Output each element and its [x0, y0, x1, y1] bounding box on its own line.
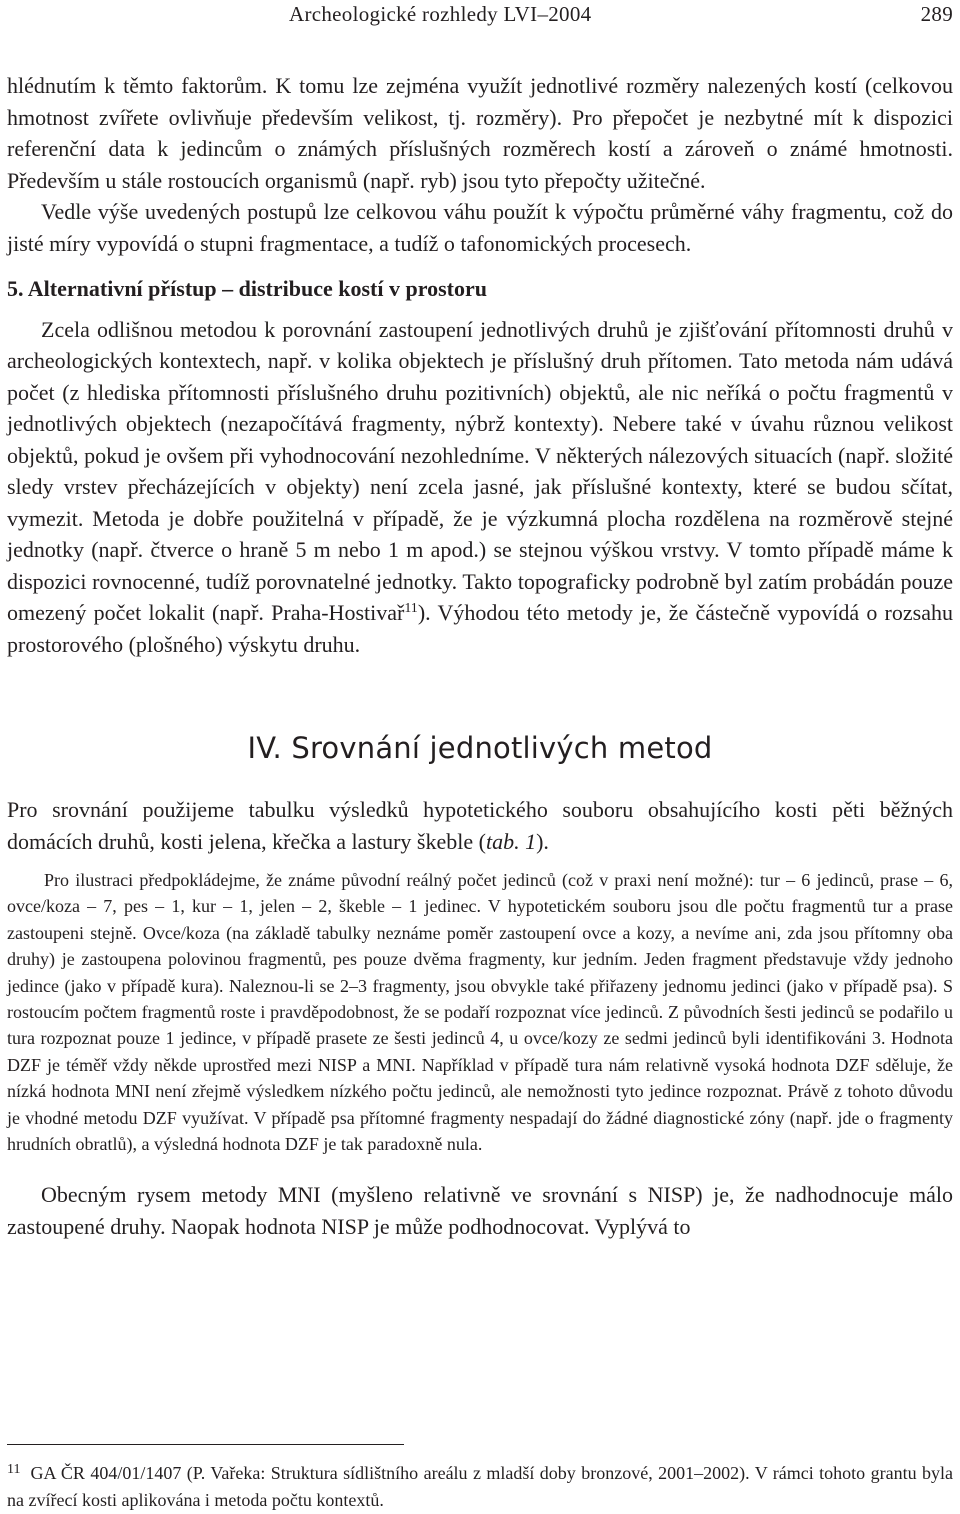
paragraph-text: ). — [536, 828, 549, 854]
running-header — [7, 0, 953, 40]
footnote-text: GA ČR 404/01/1407 (P. Vařeka: Struktura sídlištního areálu z mladší doby bronzové, 2001–2002). V rámci tohoto grantu byla na zvířecí kosti aplikována i metoda počtu kontextů. — [7, 1463, 953, 1510]
page-number: 289 — [920, 2, 953, 26]
paragraph-continued: hlédnutím k těmto faktorům. K tomu lze zejména využít jednotlivé rozměry nalezených kostí (celkovou hmotnost zvířete ovlivňuje především velikost, tj. rozměry). Pro přepočet je nezbytné mít k dispozici referenční data k jedincům o známých příslušných rozměrech kostí a zároveň o známé hmotnosti. Především u stále rostoucích organismů (např. ryb) jsou tyto přepočty užitečné. — [7, 73, 953, 193]
paragraph-comparison-intro — [7, 794, 953, 857]
paragraph-text: Zcela odlišnou metodou k porovnání zastoupení jednotlivých druhů je zjišťování přítomnosti druhů v archeologických kontextech, např. v kolika objektech je příslušný druh přítomen. Tato metoda nám udává počet (z hlediska přítomnosti příslušného druhu pozitivních) objektů, ale nic neříká o počtu fragmentů v jednotlivých objektech (nezapočítává fragmenty, nýbrž kontexty). Nebere také v úvahu různou velikost objektů, pokud je ovšem při vyhodnocování nezohledníme. V některých nálezových situacích (např. složité sledy vrstev přecházejících v objekty) není zcela jasné, jak příslušné kontexty, které se budou sčítat, vymezit. Metoda je dobře použitelná v případě, že je výzkumná plocha rozdělena na rozměrově stejné jednotky (např. čtverce o hraně 5 m nebo 1 m apod.) se stejnou výškou vrstvy. V tomto případě máme k dispozici rovnocenné, tudíž porovnatelné jednotky. Takto topograficky podrobně byl zatím probádán pouze omezený počet lokalit (např. Praha-Hostivař — [7, 316, 953, 625]
document-page — [7, 0, 953, 1510]
paragraph-average-weight: Vedle výše uvedených postupů lze celkovou váhu použít k výpočtu průměrné váhy fragmentu, což do jisté míry vypovídá o stupni fragmentace, a tudíž o tafonomických procesech. — [7, 199, 953, 256]
section-heading-5: 5. Alternativní přístup – distribuce kostí v prostoru — [7, 276, 487, 301]
table-reference[interactable]: tab. 1 — [485, 828, 537, 854]
paragraph-mni-nisp: Obecným rysem metody MNI (myšleno relativně ve srovnání s NISP) je, že nadhodnocuje málo zastoupené druhy. Naopak hodnota NISP je může podhodnocovat. Vyplývá to — [7, 1182, 953, 1239]
paragraph-text: ). Výhodou této metody je, že částečně vypovídá o rozsahu prostorového (plošného) výskytu druhu. — [7, 600, 953, 657]
paragraph-presence-method — [7, 314, 953, 661]
chapter-heading-iv: IV. Srovnání jednotlivých metod — [247, 731, 713, 765]
footnote-reference[interactable]: 11 — [404, 601, 418, 616]
footnote-11 — [7, 1460, 953, 1514]
footnote-divider — [7, 1444, 404, 1445]
paragraph-illustration-small: Pro ilustraci předpokládejme, že známe původní reálný počet jedinců (což v praxi není možné): tur – 6 jedinců, prase – 6, ovce/koza – 7, pes – 1, kur – 1, jelen – 2, škeble – 1 jedinec. V hypotetickém souboru jsou dle počtu fragmentů tur a prase zastoupeni stejně. Ovce/koza (na základě tabulky neznáme poměr zastoupení ovce a kozy, a nevíme ani, zda jsou přítomny oba druhy) je zastoupena polovinou fragmentů, pes pouze dvěma fragmenty, kur jedním. Jeden fragment představuje vždy jednoho jedince (jako v případě kura). Naleznou-li se 2–3 fragmenty, jsou obvykle také přiřazeny jednomu jedinci (jako v případě psa). S rostoucím počtem fragmentů roste i pravděpodobnost, že se podaří rozpoznat více jedinců. Z původních šesti jedinců se podařilo u tura rozpoznat pouze 1 jedince, v případě prasete ze šesti jedinců 4, u ovce/kozy ze sedmi jedinců byli identifikováni 3. Hodnota DZF je téměř vždy někde uprostřed mezi NISP a MNI. Například v případě tura nám relativně vysoká hodnota DZF sděluje, že nízká hodnota MNI není zřejmě výsledkem nízkého počtu jedinců, ale nemožnosti tyto jedince rozpoznat. Právě z tohoto důvodu je vhodné metodu DZF využívat. V případě psa přítomné fragmenty nespadají do žádné diagnostické zóny (např. jde o fragmenty hrudních obratlů), a výsledná hodnota DZF je tak paradoxně nula. — [7, 870, 953, 1155]
footnote-number: 11 — [7, 1462, 21, 1477]
journal-running-title: Archeologické rozhledy LVI–2004 — [289, 2, 592, 26]
paragraph-text: Pro srovnání použijeme tabulku výsledků hypotetického souboru obsahujícího kosti pěti běžných domácích druhů, kosti jelena, křečka a lastury škeble ( — [7, 797, 953, 854]
